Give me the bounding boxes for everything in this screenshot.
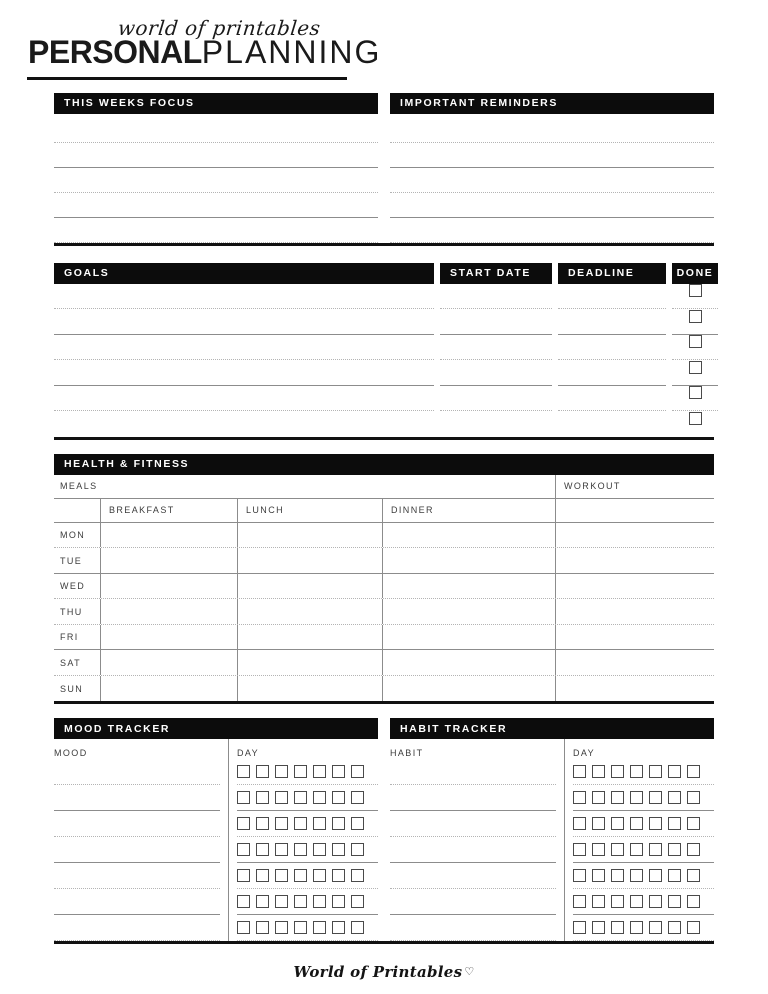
checkbox-icon[interactable]	[332, 869, 345, 882]
lunch-cell[interactable]	[237, 676, 382, 702]
goal-start-line[interactable]	[440, 386, 552, 412]
habit-day-column	[564, 739, 714, 941]
mood-column-label: MOOD	[54, 748, 88, 759]
breakfast-cell[interactable]	[100, 676, 237, 702]
trackers-section	[54, 718, 714, 941]
checkbox-icon[interactable]	[275, 791, 288, 804]
checkbox-icon[interactable]	[275, 843, 288, 856]
checkbox-icon[interactable]	[313, 869, 326, 882]
checkbox-icon[interactable]	[237, 843, 250, 856]
reminder-line[interactable]	[390, 193, 714, 218]
page-footer	[0, 963, 768, 982]
habit-tracker-body	[390, 739, 714, 941]
checkbox-icon[interactable]	[294, 869, 307, 882]
checkbox-icon[interactable]	[294, 895, 307, 908]
goal-row	[54, 309, 714, 335]
checkbox-icon[interactable]	[687, 843, 700, 856]
checkbox-icon[interactable]	[332, 895, 345, 908]
habit-checkbox-row	[573, 759, 714, 785]
reminder-line[interactable]	[390, 118, 714, 143]
breakfast-cell[interactable]	[100, 625, 237, 650]
mood-tracker-bar: MOOD TRACKER	[54, 718, 378, 739]
checkbox-icon[interactable]	[294, 791, 307, 804]
checkbox-icon[interactable]	[668, 895, 681, 908]
goal-deadline-line[interactable]	[558, 411, 666, 437]
dinner-cell[interactable]	[382, 523, 555, 548]
checkbox-icon[interactable]	[687, 765, 700, 778]
goal-done-cell[interactable]	[672, 386, 718, 412]
habit-entry-line[interactable]	[390, 915, 556, 941]
mood-checkbox-row	[237, 889, 378, 915]
checkbox-icon[interactable]	[668, 869, 681, 882]
mood-entry-line[interactable]	[54, 915, 220, 941]
habit-entry-line[interactable]	[390, 889, 556, 915]
dinner-cell[interactable]	[382, 599, 555, 624]
workout-column-header	[555, 499, 714, 522]
mood-entry-line[interactable]	[54, 759, 220, 785]
checkbox-icon[interactable]	[256, 843, 269, 856]
habit-day-label: DAY	[573, 748, 596, 759]
habit-entry-line[interactable]	[390, 785, 556, 811]
checkbox-icon[interactable]	[237, 921, 250, 934]
checkbox-icon[interactable]	[611, 817, 624, 830]
health-fitness-bar: HEALTH & FITNESS	[54, 454, 714, 475]
focus-line[interactable]	[54, 218, 378, 243]
heart-outline-icon: ♡	[464, 965, 475, 978]
checkbox-icon[interactable]	[237, 791, 250, 804]
page-header	[0, 0, 768, 71]
table-row	[54, 650, 714, 676]
footer-brand: World of Printables	[293, 963, 463, 981]
breakfast-cell[interactable]	[100, 574, 237, 599]
checkbox-icon[interactable]	[611, 765, 624, 778]
checkbox-icon[interactable]	[332, 843, 345, 856]
breakfast-cell[interactable]	[100, 650, 237, 675]
mood-day-column	[228, 739, 378, 941]
habit-checkbox-row	[573, 785, 714, 811]
checkbox-icon[interactable]	[237, 765, 250, 778]
goal-title-line[interactable]	[54, 386, 434, 412]
checkbox-icon[interactable]	[668, 765, 681, 778]
mood-entry-line[interactable]	[54, 863, 220, 889]
habit-entry-line[interactable]	[390, 759, 556, 785]
dinner-cell[interactable]	[382, 548, 555, 573]
checkbox-icon[interactable]	[256, 921, 269, 934]
mood-checkbox-row	[237, 785, 378, 811]
checkbox-icon[interactable]	[256, 895, 269, 908]
goal-deadline-line[interactable]	[558, 284, 666, 310]
focus-line[interactable]	[54, 193, 378, 218]
day-label: THU	[60, 606, 83, 617]
done-bar: DONE	[672, 263, 718, 284]
checkbox-icon[interactable]	[649, 921, 662, 934]
focus-line[interactable]	[54, 118, 378, 143]
checkbox-icon[interactable]	[649, 817, 662, 830]
checkbox-icon[interactable]	[630, 921, 643, 934]
checkbox-icon[interactable]	[573, 817, 586, 830]
lunch-cell[interactable]	[237, 650, 382, 675]
checkbox-icon[interactable]	[592, 895, 605, 908]
goal-row	[54, 411, 714, 437]
checkbox-icon[interactable]	[668, 791, 681, 804]
checkbox-icon[interactable]	[630, 765, 643, 778]
checkbox-icon[interactable]	[313, 921, 326, 934]
title-divider	[27, 77, 347, 80]
checkbox-icon[interactable]	[294, 765, 307, 778]
dinner-header: DINNER	[382, 499, 555, 522]
goal-title-line[interactable]	[54, 335, 434, 361]
focus-write-lines	[54, 118, 378, 243]
checkbox-icon[interactable]	[689, 284, 702, 297]
habit-checkbox-row	[573, 837, 714, 863]
checkbox-icon[interactable]	[611, 791, 624, 804]
table-row	[54, 599, 714, 625]
page-title-bold: PERSONAL	[28, 34, 202, 70]
habit-entry-line[interactable]	[390, 863, 556, 889]
table-row	[54, 574, 714, 600]
goal-start-line[interactable]	[440, 309, 552, 335]
section-divider-trackers	[54, 941, 714, 944]
checkbox-icon[interactable]	[687, 817, 700, 830]
goals-rows	[54, 284, 714, 437]
checkbox-icon[interactable]	[351, 921, 364, 934]
checkbox-icon[interactable]	[256, 791, 269, 804]
day-label: SAT	[60, 657, 82, 668]
checkbox-icon[interactable]	[611, 843, 624, 856]
workout-cell[interactable]	[555, 599, 714, 624]
lunch-cell[interactable]	[237, 574, 382, 599]
workout-cell[interactable]	[555, 523, 714, 548]
goal-title-line[interactable]	[54, 411, 434, 437]
mood-entry-line[interactable]	[54, 837, 220, 863]
mood-checkbox-row	[237, 811, 378, 837]
important-reminders-block	[390, 93, 714, 243]
lunch-cell[interactable]	[237, 523, 382, 548]
goal-done-cell[interactable]	[672, 360, 718, 386]
habit-tracker-bar: HABIT TRACKER	[390, 718, 714, 739]
checkbox-icon[interactable]	[294, 921, 307, 934]
checkbox-icon[interactable]	[332, 817, 345, 830]
goal-done-cell[interactable]	[672, 411, 718, 437]
section-divider-focus	[54, 243, 714, 246]
day-label: TUE	[60, 555, 83, 566]
mood-entry-line[interactable]	[54, 889, 220, 915]
goal-start-line[interactable]	[440, 284, 552, 310]
checkbox-icon[interactable]	[630, 791, 643, 804]
checkbox-icon[interactable]	[313, 817, 326, 830]
checkbox-icon[interactable]	[689, 310, 702, 323]
checkbox-icon[interactable]	[313, 791, 326, 804]
mood-checkbox-row	[237, 863, 378, 889]
goal-title-line[interactable]	[54, 309, 434, 335]
goal-deadline-line[interactable]	[558, 335, 666, 361]
checkbox-icon[interactable]	[689, 386, 702, 399]
goal-done-cell[interactable]	[672, 284, 718, 310]
checkbox-icon[interactable]	[351, 869, 364, 882]
health-subheader-row	[54, 475, 714, 499]
goal-deadline-line[interactable]	[558, 386, 666, 412]
checkbox-icon[interactable]	[668, 817, 681, 830]
mood-label-column	[54, 739, 228, 941]
goal-row	[54, 335, 714, 361]
goal-row	[54, 360, 714, 386]
checkbox-icon[interactable]	[332, 791, 345, 804]
reminder-line[interactable]	[390, 143, 714, 168]
goal-row	[54, 284, 714, 310]
checkbox-icon[interactable]	[275, 921, 288, 934]
section-divider-health	[54, 701, 714, 704]
dinner-cell[interactable]	[382, 625, 555, 650]
checkbox-icon[interactable]	[275, 895, 288, 908]
checkbox-icon[interactable]	[687, 895, 700, 908]
reminder-line[interactable]	[390, 168, 714, 193]
focus-reminders-section	[54, 93, 714, 243]
goal-title-line[interactable]	[54, 284, 434, 310]
checkbox-icon[interactable]	[630, 843, 643, 856]
checkbox-icon[interactable]	[275, 869, 288, 882]
page-content	[0, 93, 768, 945]
deadline-bar: DEADLINE	[558, 263, 666, 284]
checkbox-icon[interactable]	[689, 412, 702, 425]
checkbox-icon[interactable]	[689, 361, 702, 374]
habit-checkbox-row	[573, 811, 714, 837]
checkbox-icon[interactable]	[237, 869, 250, 882]
checkbox-icon[interactable]	[592, 843, 605, 856]
checkbox-icon[interactable]	[313, 765, 326, 778]
checkbox-icon[interactable]	[649, 843, 662, 856]
workout-cell[interactable]	[555, 676, 714, 702]
health-fitness-section	[54, 454, 714, 702]
checkbox-icon[interactable]	[649, 869, 662, 882]
mood-checkbox-row	[237, 837, 378, 863]
focus-line[interactable]	[54, 168, 378, 193]
checkbox-icon[interactable]	[237, 817, 250, 830]
mood-entry-line[interactable]	[54, 785, 220, 811]
checkbox-icon[interactable]	[687, 791, 700, 804]
workout-cell[interactable]	[555, 574, 714, 599]
checkbox-icon[interactable]	[630, 869, 643, 882]
mood-tracker-body	[54, 739, 378, 941]
table-row	[54, 548, 714, 574]
important-reminders-bar: IMPORTANT REMINDERS	[390, 93, 714, 114]
table-row	[54, 676, 714, 702]
day-label: SUN	[60, 683, 84, 694]
mood-tracker	[54, 718, 378, 941]
day-label: WED	[60, 581, 86, 592]
workout-cell[interactable]	[555, 650, 714, 675]
this-weeks-focus-block	[54, 93, 378, 243]
dinner-cell[interactable]	[382, 574, 555, 599]
goals-bar: GOALS	[54, 263, 434, 284]
section-divider-goals	[54, 437, 714, 440]
checkbox-icon[interactable]	[573, 843, 586, 856]
breakfast-cell[interactable]	[100, 548, 237, 573]
goals-section	[54, 263, 714, 437]
checkbox-icon[interactable]	[630, 817, 643, 830]
checkbox-icon[interactable]	[689, 335, 702, 348]
habit-tracker	[390, 718, 714, 941]
checkbox-icon[interactable]	[237, 895, 250, 908]
habit-checkbox-row	[573, 863, 714, 889]
day-column-header	[54, 499, 100, 522]
lunch-cell[interactable]	[237, 599, 382, 624]
checkbox-icon[interactable]	[573, 895, 586, 908]
goals-header-row	[54, 263, 714, 284]
habit-checkbox-row	[573, 915, 714, 941]
checkbox-icon[interactable]	[611, 895, 624, 908]
mood-checkbox-row	[237, 915, 378, 941]
goal-title-line[interactable]	[54, 360, 434, 386]
dinner-cell[interactable]	[382, 650, 555, 675]
habit-column-label: HABIT	[390, 748, 424, 759]
checkbox-icon[interactable]	[630, 895, 643, 908]
checkbox-icon[interactable]	[592, 869, 605, 882]
reminders-write-lines	[390, 118, 714, 243]
table-row	[54, 523, 714, 549]
checkbox-icon[interactable]	[592, 921, 605, 934]
mood-checkbox-row	[237, 759, 378, 785]
checkbox-icon[interactable]	[573, 869, 586, 882]
workout-cell[interactable]	[555, 625, 714, 650]
lunch-cell[interactable]	[237, 625, 382, 650]
checkbox-icon[interactable]	[256, 817, 269, 830]
checkbox-icon[interactable]	[611, 869, 624, 882]
checkbox-icon[interactable]	[592, 791, 605, 804]
dinner-cell[interactable]	[382, 676, 555, 702]
breakfast-header: BREAKFAST	[100, 499, 237, 522]
checkbox-icon[interactable]	[573, 765, 586, 778]
checkbox-icon[interactable]	[611, 921, 624, 934]
mood-day-label: DAY	[237, 748, 260, 759]
checkbox-icon[interactable]	[649, 895, 662, 908]
goal-start-line[interactable]	[440, 411, 552, 437]
checkbox-icon[interactable]	[351, 817, 364, 830]
lunch-header: LUNCH	[237, 499, 382, 522]
goal-deadline-line[interactable]	[558, 309, 666, 335]
checkbox-icon[interactable]	[275, 765, 288, 778]
habit-checkbox-row	[573, 889, 714, 915]
goal-start-line[interactable]	[440, 360, 552, 386]
goal-row	[54, 386, 714, 412]
checkbox-icon[interactable]	[351, 791, 364, 804]
this-weeks-focus-bar: THIS WEEKS FOCUS	[54, 93, 378, 114]
checkbox-icon[interactable]	[313, 895, 326, 908]
checkbox-icon[interactable]	[592, 817, 605, 830]
habit-label-column	[390, 739, 564, 941]
page-title-light: PLANNING	[201, 34, 382, 70]
checkbox-icon[interactable]	[687, 921, 700, 934]
focus-line[interactable]	[54, 143, 378, 168]
checkbox-icon[interactable]	[256, 765, 269, 778]
lunch-cell[interactable]	[237, 548, 382, 573]
brand-script-title: world of printables	[116, 16, 322, 40]
meals-label: MEALS	[60, 481, 98, 492]
reminder-line[interactable]	[390, 218, 714, 243]
checkbox-icon[interactable]	[332, 921, 345, 934]
goal-done-cell[interactable]	[672, 309, 718, 335]
checkbox-icon[interactable]	[649, 765, 662, 778]
checkbox-icon[interactable]	[294, 843, 307, 856]
checkbox-icon[interactable]	[275, 817, 288, 830]
workout-cell[interactable]	[555, 548, 714, 573]
goal-deadline-line[interactable]	[558, 360, 666, 386]
checkbox-icon[interactable]	[649, 791, 662, 804]
habit-entry-line[interactable]	[390, 837, 556, 863]
table-row	[54, 625, 714, 651]
goal-done-cell[interactable]	[672, 335, 718, 361]
checkbox-icon[interactable]	[351, 843, 364, 856]
meal-columns-header	[54, 499, 714, 523]
checkbox-icon[interactable]	[573, 791, 586, 804]
breakfast-cell[interactable]	[100, 599, 237, 624]
day-label: FRI	[60, 632, 79, 643]
checkbox-icon[interactable]	[668, 921, 681, 934]
checkbox-icon[interactable]	[351, 895, 364, 908]
checkbox-icon[interactable]	[351, 765, 364, 778]
checkbox-icon[interactable]	[256, 869, 269, 882]
checkbox-icon[interactable]	[332, 765, 345, 778]
checkbox-icon[interactable]	[294, 817, 307, 830]
breakfast-cell[interactable]	[100, 523, 237, 548]
habit-entry-line[interactable]	[390, 811, 556, 837]
day-label: MON	[60, 530, 86, 541]
start-date-bar: START DATE	[440, 263, 552, 284]
checkbox-icon[interactable]	[573, 921, 586, 934]
goal-start-line[interactable]	[440, 335, 552, 361]
checkbox-icon[interactable]	[687, 869, 700, 882]
checkbox-icon[interactable]	[313, 843, 326, 856]
checkbox-icon[interactable]	[592, 765, 605, 778]
mood-entry-line[interactable]	[54, 811, 220, 837]
checkbox-icon[interactable]	[668, 843, 681, 856]
workout-label: WORKOUT	[555, 475, 714, 498]
